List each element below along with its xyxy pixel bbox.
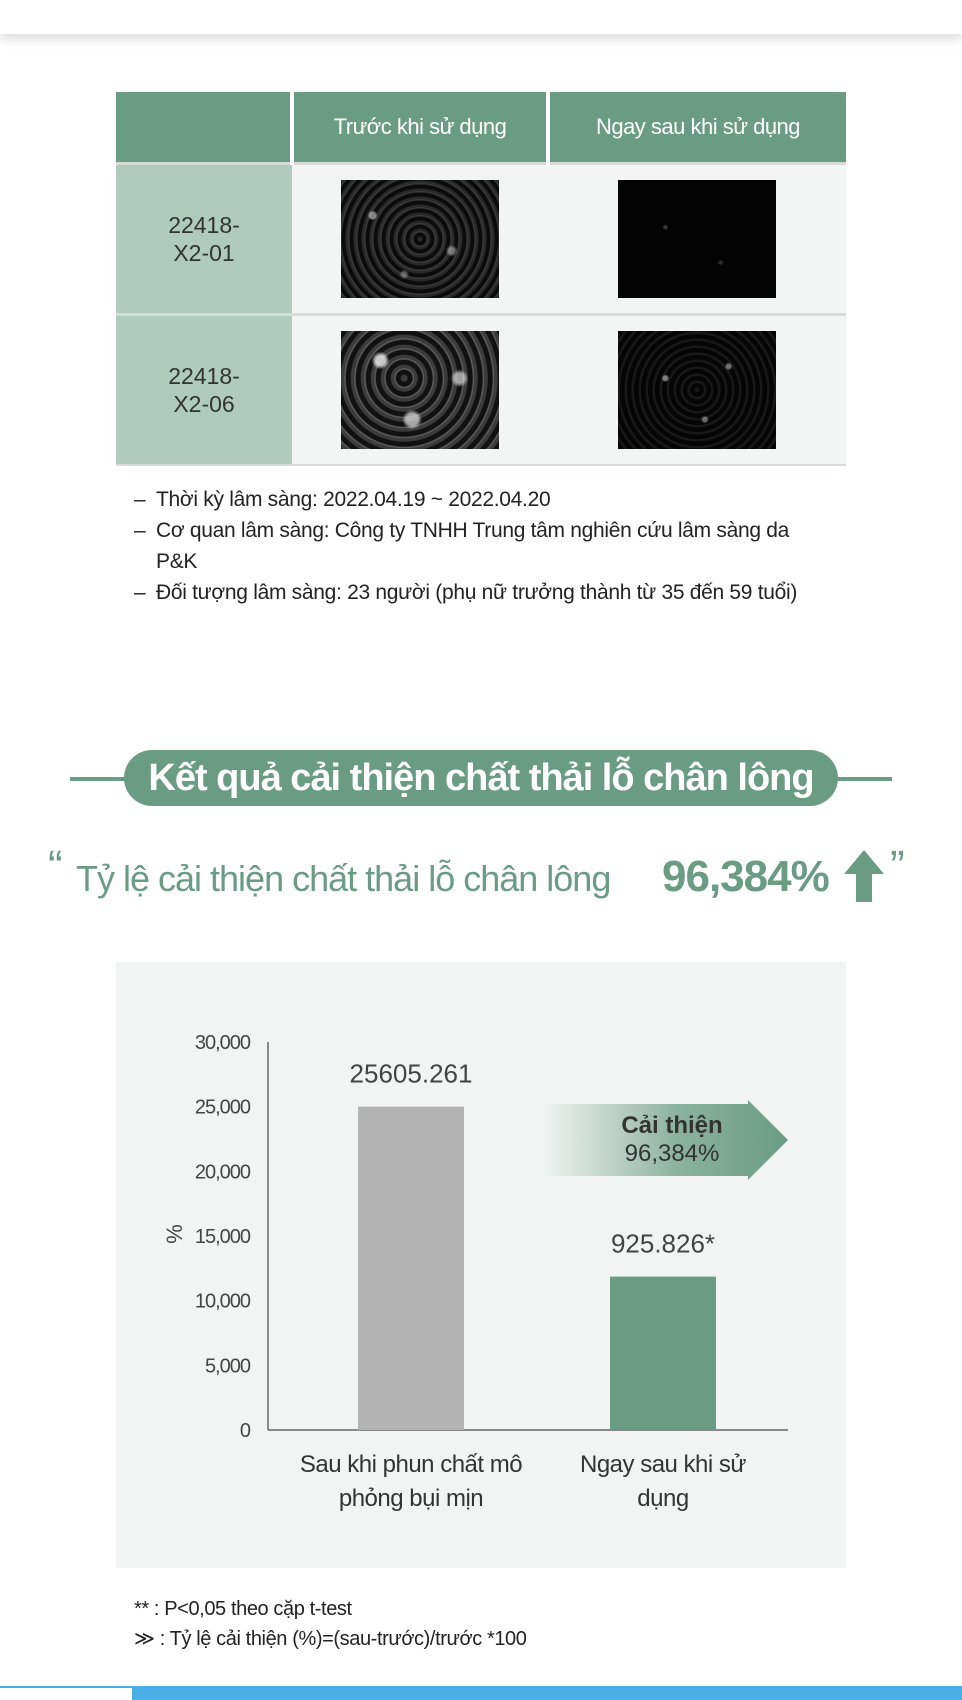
bar-data-label: 925.826* — [610, 1228, 716, 1259]
up-arrow-icon — [844, 850, 884, 902]
callout-line1: Cải thiện — [621, 1112, 723, 1139]
chart-footnotes — [134, 1594, 834, 1654]
row-label — [116, 315, 292, 466]
x-category-label: Ngay sau khi sử — [580, 1451, 746, 1478]
list-item: – Thời kỳ lâm sàng: 2022.04.19 ~ 2022.04.20 — [134, 488, 551, 511]
y-tick-label: 0 — [239, 1420, 250, 1442]
column-header-before: Trước khi sử dụng — [292, 92, 548, 164]
image-cell-before — [292, 164, 548, 315]
x-category-label: phỏng bụi mịn — [338, 1485, 484, 1512]
list-item: – Đối tượng lâm sàng: 23 người (phụ nữ trưởng thành từ 35 đến 59 tuổi) — [134, 581, 798, 604]
bottom-tab-bar[interactable] — [0, 1686, 962, 1700]
clinical-notes-list — [134, 484, 834, 608]
callout-line2: 96,384% — [624, 1140, 720, 1167]
y-tick-label: 15,000 — [194, 1226, 250, 1248]
x-category-label: Sau khi phun chất mô — [299, 1451, 523, 1478]
highlight-percent: 96,384% — [662, 852, 829, 901]
top-header-bar — [0, 0, 962, 34]
skin-microscope-image-after — [618, 180, 776, 298]
image-cell-after — [548, 315, 846, 466]
chart-bar — [610, 1277, 716, 1430]
note-subjects: Đối tượng lâm sàng: 23 người (phụ nữ trưởng thành từ 35 đến 59 tuổi) — [156, 581, 798, 604]
skin-microscope-image-after — [618, 331, 776, 449]
y-tick-label: 30,000 — [194, 1032, 250, 1054]
highlight-phrase: Tỷ lệ cải thiện chất thải lỗ chân lông — [76, 858, 611, 899]
row-label — [116, 164, 292, 315]
bar-data-label: 25605.261 — [349, 1058, 473, 1089]
y-axis-ticks — [195, 1032, 251, 1442]
footnote-formula: ≫ : Tỷ lệ cải thiện (%)=(sau-trước)/trước *100 — [134, 1628, 527, 1650]
row-label-line1: 22418- — [168, 212, 240, 238]
close-quote: ” — [890, 842, 905, 891]
open-quote: “ — [48, 842, 63, 891]
table-header-row — [116, 92, 846, 164]
bar-chart-panel — [116, 962, 846, 1568]
note-institution: Cơ quan lâm sàng: Công ty TNHH Trung tâm nghiên cứu lâm sàng da P&K — [156, 519, 790, 573]
y-axis-label: % — [162, 1224, 187, 1244]
y-tick-label: 5,000 — [204, 1355, 250, 1378]
skin-microscope-image-before — [341, 331, 499, 449]
section-title: Kết quả cải thiện chất thải lỗ chân lông — [124, 750, 838, 806]
x-category-label: dụng — [637, 1485, 689, 1512]
image-cell-after — [548, 164, 846, 315]
row-label-line1: 22418- — [168, 363, 240, 389]
table-row — [116, 315, 846, 466]
table-row — [116, 164, 846, 315]
image-cell-before — [292, 315, 548, 466]
skin-microscope-image-before — [341, 180, 499, 298]
y-tick-label: 10,000 — [194, 1290, 250, 1313]
chart-bar — [358, 1107, 464, 1430]
note-period: Thời kỳ lâm sàng: 2022.04.19 ~ 2022.04.20 — [156, 488, 551, 511]
bottom-tab-active[interactable] — [0, 1688, 132, 1700]
improvement-highlight — [48, 842, 918, 916]
bar-chart — [116, 962, 846, 1568]
table-corner-cell — [116, 92, 292, 164]
footnote-significance: ** : P<0,05 theo cặp t-test — [134, 1598, 352, 1620]
comparison-table — [116, 92, 846, 466]
row-label-line2: X2-01 — [173, 240, 235, 266]
improvement-callout — [542, 1100, 788, 1180]
y-tick-label: 25,000 — [194, 1096, 250, 1119]
column-header-after: Ngay sau khi sử dụng — [548, 92, 846, 164]
list-item: – Cơ quan lâm sàng: Công ty TNHH Trung tâm nghiên cứu lâm sàng da P&K — [134, 519, 790, 573]
row-label-line2: X2-06 — [173, 391, 235, 417]
y-tick-label: 20,000 — [194, 1161, 250, 1184]
